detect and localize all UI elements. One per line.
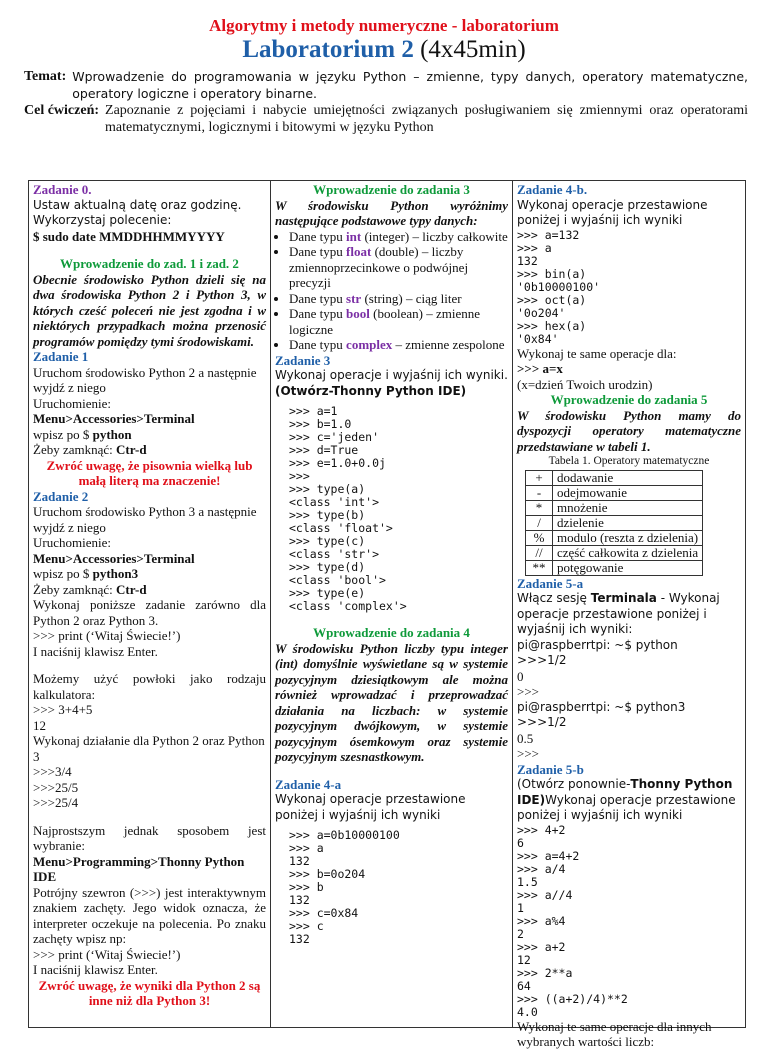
task-5a-line: pi@raspberrtpi: ~$ python — [517, 637, 678, 652]
task-1-line: Żeby zamknąć: Ctr-d — [33, 442, 147, 457]
column-2 — [271, 181, 513, 1027]
intro-3-title: Wprowadzenie do zadania 3 — [313, 182, 470, 197]
task-3-code: >>> a=1 >>> b=1.0 >>> c='jeden' >>> d=True >>> e=1.0+0.0j >>> >>> type(a) <class 'int'> >>> type(b) <class 'float'> >>> type(c) <class 'str'> >>> type(d) <class 'bool'> >>> type(e) <class 'complex'> — [289, 404, 407, 613]
table-row: - odejmowanie — [526, 485, 703, 500]
task-4b-line: Wykonaj te same operacje dla: — [517, 345, 677, 361]
list-item: • Dane typu str (string) – ciąg liter — [289, 291, 508, 307]
task-0-line: Wykorzystaj polecenie: — [33, 213, 172, 227]
task-2-line: wpisz po $ python3 — [33, 566, 139, 581]
intro-1-2-title: Wprowadzenie do zad. 1 i zad. 2 — [60, 256, 239, 271]
task-2-line: Żeby zamknąć: Ctr-d — [33, 581, 147, 597]
table-row: * mnożenie — [526, 500, 703, 515]
task-0-command: $ sudo date MMDDHHMMYYYY — [33, 228, 225, 244]
task-2-line: Uruchomienie: — [33, 535, 111, 550]
task-2-line: >>> print (‘Witaj Świecie!’) — [33, 628, 181, 643]
task-columns — [28, 180, 746, 1049]
task-0-title: Zadanie 0. — [33, 182, 92, 197]
data-types-list — [275, 229, 508, 353]
course-title: Algorytmy i metody numeryczne - laboratorium — [209, 16, 559, 35]
task-2-line: Wykonaj poniższe zadanie zarówno dla Python 2 oraz Python 3. — [33, 597, 266, 628]
task-4b-text: Wykonaj operacje przestawione poniżej i wyjaśnij ich wyniki — [517, 197, 708, 227]
task-5b-text: (Otwórz ponownie-Thonny Python IDE)Wykonaj operacje przestawione poniżej i wyjaśnij ich wyniki — [517, 777, 736, 822]
intro-5-title: Wprowadzenie do zadania 5 — [550, 392, 708, 407]
task-2-menu: Menu>Accessories>Terminal — [33, 550, 195, 566]
task-4b-code: >>> a=132 >>> a 132 >>> bin(a) '0b10000100' >>> oct(a) '0o204' >>> hex(a) '0x84' — [517, 227, 601, 346]
lab-meta — [0, 64, 768, 136]
task-4a-code: >>> a=0b10000100 >>> a 132 >>> b=0o204 >>> b 132 >>> c=0x84 >>> c 132 — [289, 828, 400, 946]
goal-label: Cel ćwiczeń: — [24, 103, 100, 118]
calc-line: >>>25/5 — [33, 779, 79, 795]
task-5b-code: >>> 4+2 6 >>> a=4+2 >>> a/4 1.5 >>> a//4 1 >>> a%4 2 >>> a+2 12 >>> 2**a 64 >>> ((a+2)/4)**2 4.0 — [517, 822, 628, 1019]
task-5b-line: Wykonaj te same operacje dla innych wybranych wartości liczb: — [517, 1018, 712, 1049]
task-5a-line: 0 — [517, 668, 524, 684]
ide-menu: Menu>Programming>Thonny Python IDE — [33, 853, 245, 884]
task-2-line: I naciśnij klawisz Enter. — [33, 643, 158, 659]
intro-1-2-text: Obecnie środowisko Python dzieli się na dwa środowiska Python 2 i Python 3, w których cześć poleceń nie jest zgodna i w niektórych przypadkach można przenosić programów pomiędzy tymi środowiskami. — [33, 271, 266, 349]
operators-table — [525, 470, 703, 576]
task-3-text: Wykonaj operacje i wyjaśnij ich wyniki. (Otwórz-Thonny Python IDE) — [275, 368, 508, 398]
column-3 — [513, 181, 745, 1049]
task-4b-line: >>> a=x — [517, 361, 563, 376]
task-5a-title: Zadanie 5-a — [517, 575, 584, 591]
calc-line: >>>3/4 — [33, 764, 72, 779]
table-caption: Tabela 1. Operatory matematyczne — [548, 455, 710, 467]
ide-line: Najprostszym jednak sposobem jest wybranie: — [33, 822, 266, 853]
task-1-menu: Menu>Accessories>Terminal — [33, 411, 195, 426]
lab-duration: (4x45min) — [413, 36, 526, 63]
document-header — [0, 16, 768, 64]
task-5a-line: >>> — [517, 684, 539, 699]
task-1-title: Zadanie 1 — [33, 349, 89, 364]
column-1 — [29, 181, 271, 1027]
list-item: • Dane typu complex – zmienne zespolone — [289, 337, 508, 353]
calc-line: 12 — [33, 717, 46, 733]
task-1-line: Uruchom środowisko Python 2 a następnie wyjdź z niego — [33, 364, 257, 395]
topic-label: Temat: — [24, 69, 67, 84]
task-5a-line: pi@raspberrtpi: ~$ python3 — [517, 699, 686, 714]
calc-line: >>> 3+4+5 — [33, 702, 93, 717]
task-4a-title: Zadanie 4-a — [275, 776, 342, 792]
table-row: ** potęgowanie — [526, 560, 703, 575]
topic-text: Wprowadzenie do programowania w języku Python – zmienne, typy danych, operatory matematyczne, operatory logiczne i operatory binarne. — [72, 69, 748, 101]
table-row: / dzielenie — [526, 515, 703, 530]
calc-line: Wykonaj działanie dla Python 2 oraz Python 3 — [33, 733, 265, 764]
goal-row — [24, 102, 748, 136]
intro-3-text: W środowisku Python wyróżnimy następujące podstawowe typy danych: — [275, 197, 508, 228]
topic-row — [24, 68, 748, 102]
intro-4-title: Wprowadzenie do zadania 4 — [313, 625, 470, 640]
task-5a-text: Włącz sesję Terminala - Wykonaj operacje przestawione poniżej i wyjaśnij ich wyniki: — [517, 591, 720, 636]
calc-line: Możemy użyć powłoki jako rodzaju kalkulatora: — [33, 671, 266, 702]
task-0-line: Ustaw aktualną datę oraz godzinę. — [33, 197, 242, 212]
task-3-title: Zadanie 3 — [275, 352, 331, 368]
task-4b-title: Zadanie 4-b. — [517, 182, 588, 197]
table-row: // część całkowita z dzielenia — [526, 545, 703, 560]
goal-text: Zapoznanie z pojęciami i nabycie umiejętności związanych posługiwaniem się zmiennymi oraz operatorami matematycznymi, logicznymi i bitowymi w języku Python — [105, 103, 748, 135]
list-item: • Dane typu bool (boolean) – zmienne logiczne — [289, 306, 508, 337]
list-item: • Dane typu int (integer) – liczby całkowite — [289, 229, 508, 245]
task-5b-title: Zadanie 5-b — [517, 761, 584, 777]
intro-4-text: W środowisku Python liczby typu integer (int) domyślnie wyświetlane są w systemie pozycyjnym dziesiątkowym ale można również wprowadzać i przeprowadzać działania na liczbach: w systemie pozycyjnym dwójkowym, w systemie pozycyjnym ósemkowym oraz systemie pozycyjnym szesnastkowym. — [275, 640, 508, 764]
task-4a-text: Wykonaj operacje przestawione poniżej i wyjaśnij ich wyniki — [275, 792, 466, 822]
lab-name: Laboratorium 2 — [242, 36, 414, 63]
table-row: + dodawanie — [526, 470, 703, 485]
task-4b-line: (x=dzień Twoich urodzin) — [517, 376, 653, 392]
list-item: • Dane typu float (double) – liczby zmiennoprzecinkowe o podwójnej precyzji — [289, 244, 508, 291]
calc-line: >>>25/4 — [33, 795, 79, 810]
ide-line: >>> print (‘Witaj Świecie!’) — [33, 946, 181, 962]
lab-title — [0, 36, 768, 64]
task-1-line: Uruchomienie: — [33, 395, 111, 411]
task-1-line: wpisz po $ python — [33, 426, 132, 442]
task-5a-line: >>>1/2 — [517, 715, 567, 729]
intro-5-text: W środowisku Python mamy do dyspozycji operatory matematyczne przedstawiane w tabeli 1. — [517, 407, 741, 454]
task-5a-line: 0.5 — [517, 730, 534, 746]
table-row: % modulo (reszta z dzielenia) — [526, 530, 703, 545]
task-2-title: Zadanie 2 — [33, 488, 89, 504]
ide-line: Potrójny szewron (>>>) jest interaktywnym znakiem zachęty. Jego widok oznacza, że interpreter oczekuje na polecenia. Po znaku zachęty wpisz np: — [33, 884, 266, 946]
task-5a-line: >>>1/2 — [517, 653, 567, 667]
python-results-warning: Zwróć uwagę, że wyniki dla Python 2 są inne niż dla Python 3! — [38, 977, 261, 1008]
task-1-warning: Zwróć uwagę, że pisownia wielką lub małą literą ma znaczenie! — [46, 457, 253, 488]
ide-line: I naciśnij klawisz Enter. — [33, 962, 158, 977]
task-5a-line: >>> — [517, 746, 539, 761]
task-2-line: Uruchom środowisko Python 3 a następnie wyjdź z niego — [33, 504, 257, 535]
